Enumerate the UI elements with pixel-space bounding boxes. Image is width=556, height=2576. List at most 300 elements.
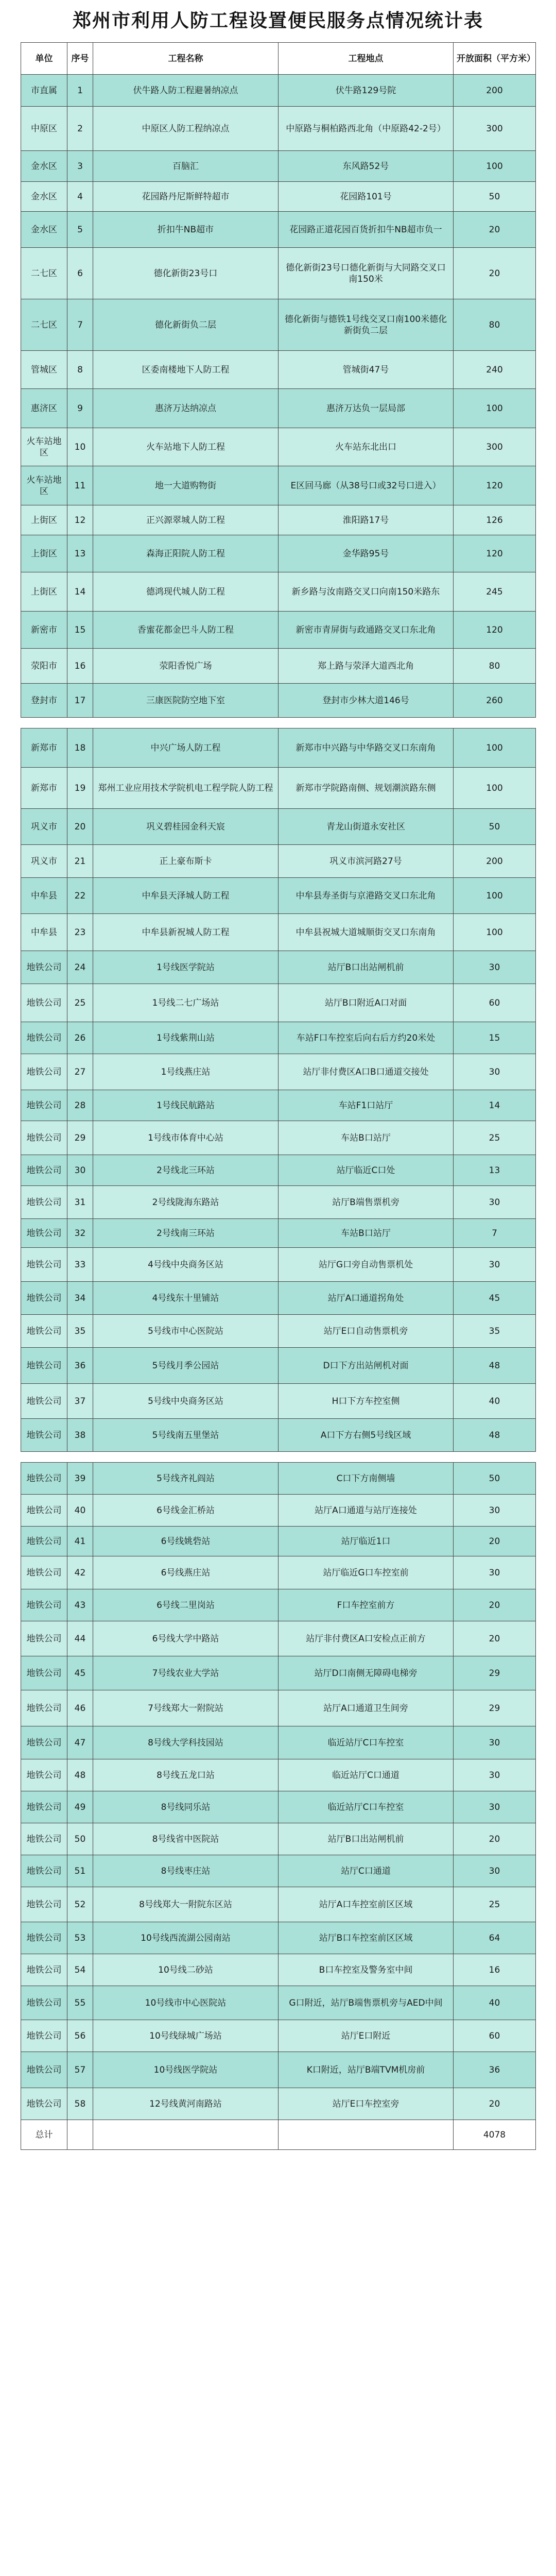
unit-cell: 巩义市 (21, 809, 67, 845)
name-cell: 7号线农业大学站 (93, 1656, 279, 1690)
location-cell: 登封市少林大道146号 (279, 684, 454, 718)
table-row (21, 1121, 536, 1155)
location-cell: 新密市青屏街与政通路交叉口东北角 (279, 612, 454, 649)
location-cell: 站厅E口自动售票机旁 (279, 1315, 454, 1348)
total-empty-cell (93, 2120, 279, 2150)
location-cell: 中牟县祝城大道城顺街交叉口东南角 (279, 914, 454, 951)
name-cell: 12号线黄河南路站 (93, 2088, 279, 2120)
unit-cell: 上街区 (21, 535, 67, 572)
unit-cell: 管城区 (21, 351, 67, 389)
unit-cell: 火车站地区 (21, 466, 67, 505)
header-location: 工程地点 (279, 43, 454, 75)
unit-cell: 地铁公司 (21, 1621, 67, 1656)
table-row (21, 2020, 536, 2052)
table-row (21, 1954, 536, 1986)
location-cell: H口下方车控室侧 (279, 1384, 454, 1419)
name-cell: 惠济万达纳凉点 (93, 389, 279, 428)
name-cell: 2号线北三环站 (93, 1155, 279, 1186)
area-cell: 13 (454, 1155, 536, 1186)
location-cell: 中牟县寿圣街与京港路交叉口东北角 (279, 878, 454, 914)
location-cell: 车站B口站厅 (279, 1121, 454, 1155)
area-cell: 14 (454, 1090, 536, 1121)
unit-cell: 地铁公司 (21, 1248, 67, 1282)
header-name: 工程名称 (93, 43, 279, 75)
name-cell: 8号线五龙口站 (93, 1759, 279, 1791)
name-cell: 伏牛路人防工程避暑纳凉点 (93, 75, 279, 107)
no-cell: 48 (67, 1759, 93, 1791)
no-cell: 14 (67, 572, 93, 612)
area-cell: 30 (454, 1759, 536, 1791)
location-cell: 德化新街与德铁1号线交叉口南100米德化新街负二层 (279, 299, 454, 351)
no-cell: 5 (67, 212, 93, 248)
table-row (21, 535, 536, 572)
name-cell: 2号线南三环站 (93, 1219, 279, 1248)
no-cell: 4 (67, 182, 93, 212)
no-cell: 13 (67, 535, 93, 572)
area-cell: 40 (454, 1384, 536, 1419)
table-row (21, 1090, 536, 1121)
unit-cell: 上街区 (21, 572, 67, 612)
name-cell: 10号线西流湖公园南站 (93, 1922, 279, 1954)
area-cell: 260 (454, 684, 536, 718)
location-cell: 临近站厅C口车控室 (279, 1726, 454, 1759)
area-cell: 300 (454, 107, 536, 151)
area-cell: 30 (454, 1556, 536, 1589)
unit-cell: 地铁公司 (21, 1090, 67, 1121)
location-cell: 车站F口车控室后向右后方约20米处 (279, 1022, 454, 1054)
name-cell: 德化新街23号口 (93, 248, 279, 299)
area-cell: 30 (454, 1791, 536, 1823)
location-cell: 青龙山街道永安社区 (279, 809, 454, 845)
no-cell: 12 (67, 505, 93, 535)
location-cell: 站厅A口车控室前区区域 (279, 1887, 454, 1922)
no-cell: 22 (67, 878, 93, 914)
area-cell: 60 (454, 984, 536, 1022)
area-cell: 29 (454, 1690, 536, 1726)
name-cell: 5号线市中心医院站 (93, 1315, 279, 1348)
area-cell: 50 (454, 809, 536, 845)
no-cell: 44 (67, 1621, 93, 1656)
table-row (21, 1186, 536, 1219)
name-cell: 中原区人防工程纳凉点 (93, 107, 279, 151)
no-cell: 34 (67, 1282, 93, 1315)
name-cell: 巩义碧桂园金科天宸 (93, 809, 279, 845)
no-cell: 19 (67, 768, 93, 809)
name-cell: 2号线陇海东路站 (93, 1186, 279, 1219)
name-cell: 10号线医学院站 (93, 2052, 279, 2088)
name-cell: 8号线省中医院站 (93, 1823, 279, 1855)
area-cell: 100 (454, 878, 536, 914)
table-row (21, 2052, 536, 2088)
table-row (21, 1248, 536, 1282)
location-cell: 站厅E口附近 (279, 2020, 454, 2052)
no-cell: 10 (67, 428, 93, 466)
location-cell: A口下方右侧5号线区域 (279, 1419, 454, 1452)
total-value: 4078 (454, 2120, 536, 2150)
location-cell: 德化新街23号口德化新街与大同路交叉口南150米 (279, 248, 454, 299)
no-cell: 43 (67, 1589, 93, 1621)
total-row (21, 2120, 536, 2150)
name-cell: 4号线东十里铺站 (93, 1282, 279, 1315)
area-cell: 30 (454, 1726, 536, 1759)
location-cell: 新郑市学院路南侧、规划潮滨路东侧 (279, 768, 454, 809)
no-cell: 54 (67, 1954, 93, 1986)
location-cell: F口车控室前方 (279, 1589, 454, 1621)
area-cell: 30 (454, 1248, 536, 1282)
area-cell: 7 (454, 1219, 536, 1248)
location-cell: 花园路101号 (279, 182, 454, 212)
table-row (21, 2088, 536, 2120)
table-row (21, 1823, 536, 1855)
unit-cell: 新密市 (21, 612, 67, 649)
name-cell: 6号线燕庄站 (93, 1556, 279, 1589)
name-cell: 7号线郑大一附院站 (93, 1690, 279, 1726)
name-cell: 4号线中央商务区站 (93, 1248, 279, 1282)
unit-cell: 中原区 (21, 107, 67, 151)
no-cell: 16 (67, 649, 93, 684)
total-label: 总计 (21, 2120, 67, 2150)
unit-cell: 地铁公司 (21, 1022, 67, 1054)
table-row (21, 1589, 536, 1621)
table-row (21, 1527, 536, 1556)
location-cell: 新郑市中兴路与中华路交叉口东南角 (279, 728, 454, 768)
no-cell: 51 (67, 1855, 93, 1887)
name-cell: 荥阳香悦广场 (93, 649, 279, 684)
no-cell: 18 (67, 728, 93, 768)
location-cell: 站厅G口旁自动售票机处 (279, 1248, 454, 1282)
unit-cell: 地铁公司 (21, 1690, 67, 1726)
table-row (21, 809, 536, 845)
no-cell: 56 (67, 2020, 93, 2052)
unit-cell: 地铁公司 (21, 1726, 67, 1759)
section-gap (0, 718, 556, 728)
table-body-2 (21, 728, 536, 1452)
no-cell: 36 (67, 1348, 93, 1384)
header-area: 开放面积（平方米） (454, 43, 536, 75)
area-cell: 80 (454, 649, 536, 684)
table-row (21, 984, 536, 1022)
table-header-row (21, 43, 536, 75)
name-cell: 5号线月季公园站 (93, 1348, 279, 1384)
unit-cell: 二七区 (21, 299, 67, 351)
area-cell: 36 (454, 2052, 536, 2088)
unit-cell: 地铁公司 (21, 1986, 67, 2020)
area-cell: 30 (454, 951, 536, 984)
table-row (21, 1690, 536, 1726)
no-cell: 8 (67, 351, 93, 389)
table-row (21, 1621, 536, 1656)
total-empty-cell (279, 2120, 454, 2150)
location-cell: G口附近，站厅B端售票机旁与AED中间 (279, 1986, 454, 2020)
area-cell: 35 (454, 1315, 536, 1348)
no-cell: 32 (67, 1219, 93, 1248)
total-empty-cell (67, 2120, 93, 2150)
name-cell: 正上豪布斯卡 (93, 845, 279, 878)
table-row (21, 878, 536, 914)
unit-cell: 中牟县 (21, 878, 67, 914)
table-row (21, 572, 536, 612)
area-cell: 25 (454, 1887, 536, 1922)
no-cell: 23 (67, 914, 93, 951)
location-cell: 站厅临近G口车控室前 (279, 1556, 454, 1589)
unit-cell: 新郑市 (21, 768, 67, 809)
location-cell: 车站F1口站厅 (279, 1090, 454, 1121)
name-cell: 火车站地下人防工程 (93, 428, 279, 466)
table-body-1 (21, 75, 536, 718)
unit-cell: 地铁公司 (21, 1527, 67, 1556)
unit-cell: 地铁公司 (21, 2088, 67, 2120)
unit-cell: 地铁公司 (21, 1922, 67, 1954)
table-row (21, 1348, 536, 1384)
name-cell: 花园路丹尼斯鲜特超市 (93, 182, 279, 212)
location-cell: 站厅E口车控室旁 (279, 2088, 454, 2120)
location-cell: 站厅A口通道拐角处 (279, 1282, 454, 1315)
location-cell: 淮阳路17号 (279, 505, 454, 535)
unit-cell: 地铁公司 (21, 1384, 67, 1419)
name-cell: 5号线中央商务区站 (93, 1384, 279, 1419)
table-row (21, 1155, 536, 1186)
table-row (21, 951, 536, 984)
no-cell: 52 (67, 1887, 93, 1922)
table-row (21, 75, 536, 107)
unit-cell: 地铁公司 (21, 1054, 67, 1090)
no-cell: 11 (67, 466, 93, 505)
name-cell: 1号线市体育中心站 (93, 1121, 279, 1155)
table-row (21, 1384, 536, 1419)
unit-cell: 巩义市 (21, 845, 67, 878)
area-cell: 30 (454, 1054, 536, 1090)
location-cell: 站厅B口车控室前区区域 (279, 1922, 454, 1954)
no-cell: 24 (67, 951, 93, 984)
area-cell: 20 (454, 2088, 536, 2120)
name-cell: 中牟县天泽城人防工程 (93, 878, 279, 914)
table-row (21, 1791, 536, 1823)
section-gap (0, 1452, 556, 1462)
table-row (21, 428, 536, 466)
header-no: 序号 (67, 43, 93, 75)
no-cell: 33 (67, 1248, 93, 1282)
no-cell: 7 (67, 299, 93, 351)
location-cell: 临近站厅C口通道 (279, 1759, 454, 1791)
location-cell: C口下方南侧墙 (279, 1463, 454, 1495)
no-cell: 39 (67, 1463, 93, 1495)
no-cell: 30 (67, 1155, 93, 1186)
area-cell: 20 (454, 1589, 536, 1621)
unit-cell: 地铁公司 (21, 1315, 67, 1348)
header-unit: 单位 (21, 43, 67, 75)
no-cell: 6 (67, 248, 93, 299)
table-row (21, 1656, 536, 1690)
table-row (21, 845, 536, 878)
table-row (21, 1759, 536, 1791)
area-cell: 15 (454, 1022, 536, 1054)
no-cell: 31 (67, 1186, 93, 1219)
area-cell: 45 (454, 1282, 536, 1315)
name-cell: 6号线姚砦站 (93, 1527, 279, 1556)
no-cell: 20 (67, 809, 93, 845)
area-cell: 60 (454, 2020, 536, 2052)
table-row (21, 1556, 536, 1589)
unit-cell: 地铁公司 (21, 1589, 67, 1621)
area-cell: 16 (454, 1954, 536, 1986)
table-row (21, 151, 536, 182)
unit-cell: 地铁公司 (21, 1791, 67, 1823)
location-cell: 管城街47号 (279, 351, 454, 389)
location-cell: 临近站厅C口车控室 (279, 1791, 454, 1823)
name-cell: 1号线燕庄站 (93, 1054, 279, 1090)
location-cell: 花园路正道花园百货折扣牛NB超市负一 (279, 212, 454, 248)
no-cell: 42 (67, 1556, 93, 1589)
unit-cell: 金水区 (21, 212, 67, 248)
no-cell: 47 (67, 1726, 93, 1759)
unit-cell: 地铁公司 (21, 1823, 67, 1855)
table-row (21, 182, 536, 212)
location-cell: 巩义市滨河路27号 (279, 845, 454, 878)
no-cell: 45 (67, 1656, 93, 1690)
area-cell: 100 (454, 914, 536, 951)
area-cell: 245 (454, 572, 536, 612)
name-cell: 8号线郑大一附院东区站 (93, 1887, 279, 1922)
name-cell: 中兴广场人防工程 (93, 728, 279, 768)
name-cell: 中牟县新祝城人防工程 (93, 914, 279, 951)
unit-cell: 登封市 (21, 684, 67, 718)
unit-cell: 荥阳市 (21, 649, 67, 684)
no-cell: 35 (67, 1315, 93, 1348)
area-cell: 20 (454, 212, 536, 248)
no-cell: 46 (67, 1690, 93, 1726)
location-cell: D口下方出站闸机对面 (279, 1348, 454, 1384)
area-cell: 30 (454, 1186, 536, 1219)
unit-cell: 火车站地区 (21, 428, 67, 466)
area-cell: 100 (454, 728, 536, 768)
table-row (21, 1282, 536, 1315)
unit-cell: 地铁公司 (21, 1887, 67, 1922)
table-row (21, 1887, 536, 1922)
location-cell: 郑上路与荥泽大道西北角 (279, 649, 454, 684)
no-cell: 55 (67, 1986, 93, 2020)
name-cell: 1号线医学院站 (93, 951, 279, 984)
name-cell: 1号线民航路站 (93, 1090, 279, 1121)
unit-cell: 地铁公司 (21, 1155, 67, 1186)
no-cell: 17 (67, 684, 93, 718)
location-cell: 站厅临近C口处 (279, 1155, 454, 1186)
area-cell: 200 (454, 845, 536, 878)
table-row (21, 1922, 536, 1954)
page-title: 郑州市利用人防工程设置便民服务点情况统计表 (72, 10, 483, 31)
unit-cell: 地铁公司 (21, 1348, 67, 1384)
no-cell: 29 (67, 1121, 93, 1155)
table-row (21, 351, 536, 389)
table-row (21, 1022, 536, 1054)
stats-table-part-2 (21, 728, 536, 1452)
table-row (21, 728, 536, 768)
no-cell: 37 (67, 1384, 93, 1419)
table-row (21, 1495, 536, 1527)
area-cell: 48 (454, 1348, 536, 1384)
name-cell: 德鸿现代城人防工程 (93, 572, 279, 612)
name-cell: 6号线大学中路站 (93, 1621, 279, 1656)
no-cell: 28 (67, 1090, 93, 1121)
name-cell: 10号线市中心医院站 (93, 1986, 279, 2020)
location-cell: 站厅A口通道卫生间旁 (279, 1690, 454, 1726)
name-cell: 香蜜花都金巴斗人防工程 (93, 612, 279, 649)
name-cell: 10号线二砂站 (93, 1954, 279, 1986)
no-cell: 58 (67, 2088, 93, 2120)
table-row (21, 1219, 536, 1248)
location-cell: 站厅B口出站闸机前 (279, 1823, 454, 1855)
location-cell: 中原路与桐柏路西北角（中原路42-2号） (279, 107, 454, 151)
table-row (21, 768, 536, 809)
table-row (21, 612, 536, 649)
location-cell: 伏牛路129号院 (279, 75, 454, 107)
unit-cell: 地铁公司 (21, 1759, 67, 1791)
unit-cell: 上街区 (21, 505, 67, 535)
area-cell: 29 (454, 1656, 536, 1690)
area-cell: 50 (454, 1463, 536, 1495)
unit-cell: 二七区 (21, 248, 67, 299)
area-cell: 20 (454, 1527, 536, 1556)
location-cell: E区回马廊（从38号口或32号口进入） (279, 466, 454, 505)
table-row (21, 1986, 536, 2020)
stats-table-part-1 (21, 42, 536, 718)
unit-cell: 地铁公司 (21, 1219, 67, 1248)
unit-cell: 惠济区 (21, 389, 67, 428)
name-cell: 5号线南五里堡站 (93, 1419, 279, 1452)
table-row (21, 1463, 536, 1495)
area-cell: 20 (454, 1621, 536, 1656)
no-cell: 26 (67, 1022, 93, 1054)
unit-cell: 地铁公司 (21, 1121, 67, 1155)
stats-table-part-3 (21, 1462, 536, 2150)
location-cell: 站厅A口通道与站厅连接处 (279, 1495, 454, 1527)
no-cell: 25 (67, 984, 93, 1022)
area-cell: 50 (454, 182, 536, 212)
table-row (21, 212, 536, 248)
location-cell: 站厅非付费区A口安检点正前方 (279, 1621, 454, 1656)
no-cell: 1 (67, 75, 93, 107)
unit-cell: 金水区 (21, 151, 67, 182)
table-row (21, 1726, 536, 1759)
table-row (21, 107, 536, 151)
location-cell: 东风路52号 (279, 151, 454, 182)
no-cell: 41 (67, 1527, 93, 1556)
table-row (21, 466, 536, 505)
area-cell: 120 (454, 612, 536, 649)
location-cell: 惠济万达负一层局部 (279, 389, 454, 428)
name-cell: 8号线同乐站 (93, 1791, 279, 1823)
unit-cell: 地铁公司 (21, 984, 67, 1022)
no-cell: 49 (67, 1791, 93, 1823)
name-cell: 三康医院防空地下室 (93, 684, 279, 718)
unit-cell: 新郑市 (21, 728, 67, 768)
table-row (21, 299, 536, 351)
name-cell: 森海正阳院人防工程 (93, 535, 279, 572)
location-cell: 新乡路与汝南路交叉口向南150米路东 (279, 572, 454, 612)
unit-cell: 地铁公司 (21, 1855, 67, 1887)
area-cell: 120 (454, 535, 536, 572)
area-cell: 100 (454, 151, 536, 182)
unit-cell: 地铁公司 (21, 1419, 67, 1452)
name-cell: 5号线齐礼阎站 (93, 1463, 279, 1495)
area-cell: 100 (454, 768, 536, 809)
table-row (21, 1315, 536, 1348)
location-cell: 金华路95号 (279, 535, 454, 572)
name-cell: 8号线枣庄站 (93, 1855, 279, 1887)
location-cell: K口附近，站厅B端TVM机房前 (279, 2052, 454, 2088)
unit-cell: 地铁公司 (21, 1556, 67, 1589)
unit-cell: 地铁公司 (21, 1954, 67, 1986)
location-cell: 车站B口站厅 (279, 1219, 454, 1248)
